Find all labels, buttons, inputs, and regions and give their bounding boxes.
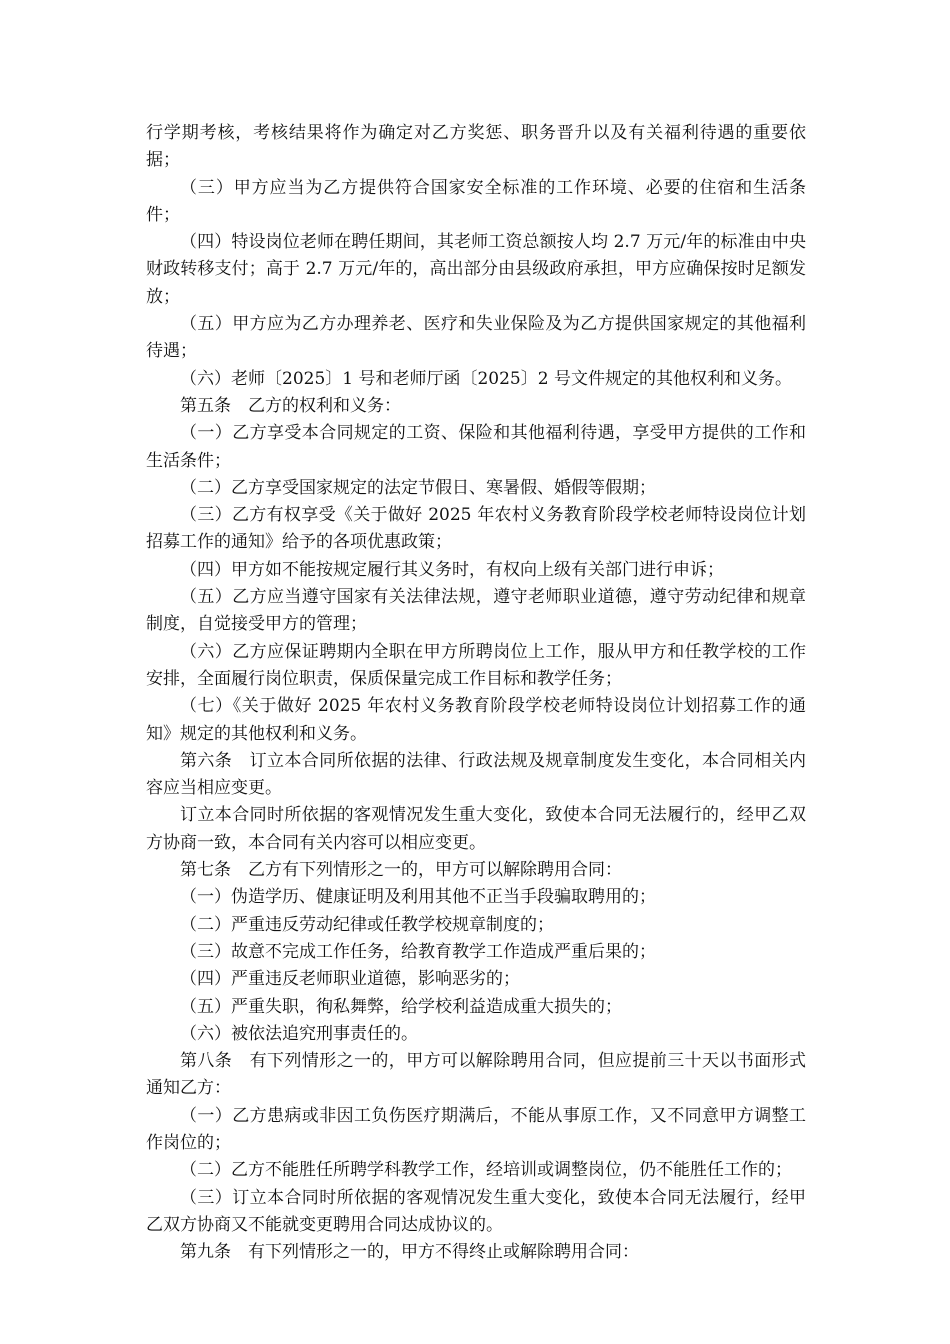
paragraph-item: （二）乙方享受国家规定的法定节假日、寒暑假、婚假等假期；	[180, 477, 656, 498]
paragraph-item: （五）甲方应为乙方办理养老、医疗和失业保险及为乙方提供国家规定的其他福利待遇；	[146, 314, 806, 362]
paragraph-item: （三）订立本合同时所依据的客观情况发生重大变化，致使本合同无法履行，经甲乙双方协商又不能就变更聘用合同达成协议的。	[146, 1187, 806, 1235]
paragraph-item: （二）乙方不能胜任所聘学科教学工作，经培训或调整岗位，仍不能胜任工作的；	[180, 1160, 792, 1181]
paragraph-item: （六）老师〔2025〕1 号和老师厅函〔2025〕2 号文件规定的其他权利和义务。	[180, 368, 792, 389]
paragraph-item: （一）伪造学历、健康证明及利用其他不正当手段骗取聘用的；	[180, 887, 656, 908]
paragraph-item: （一）乙方享受本合同规定的工资、保险和其他福利待遇，享受甲方提供的工作和生活条件；	[146, 423, 806, 471]
article-heading: 第六条 订立本合同所依据的法律、行政法规及规章制度发生变化，本合同相关内容应当相应变更。	[146, 750, 806, 799]
paragraph-item: （四）特设岗位老师在聘任期间，其老师工资总额按人均 2.7 万元/年的标准由中央财政转移支付；高于 2.7 万元/年的，高出部分由县级政府承担，甲方应确保按时足额发放；	[146, 232, 806, 307]
paragraph-continuation: 行学期考核，考核结果将作为确定对乙方奖惩、职务晋升以及有关福利待遇的重要依据；	[146, 123, 806, 171]
paragraph-item: （六）乙方应保证聘期内全职在甲方所聘岗位上工作，服从甲方和任教学校的工作安排，全面履行岗位职责，保质保量完成工作目标和教学任务；	[146, 641, 806, 689]
paragraph-item: （二）严重违反劳动纪律或任教学校规章制度的；	[180, 914, 554, 935]
paragraph-item: （一）乙方患病或非因工负伤医疗期满后，不能从事原工作，又不同意甲方调整工作岗位的；	[146, 1105, 806, 1153]
article-heading: 第八条 有下列情形之一的，甲方可以解除聘用合同，但应提前三十天以书面形式通知乙方：	[146, 1051, 806, 1099]
article-heading: 第五条 乙方的权利和义务：	[180, 395, 401, 416]
paragraph-item: （三）乙方有权享受《关于做好 2025 年农村义务教育阶段学校老师特设岗位计划招募工作的通知》给予的各项优惠政策；	[146, 505, 806, 553]
paragraph-item: （七）《关于做好 2025 年农村义务教育阶段学校老师特设岗位计划招募工作的通知》规定的其他权利和义务。	[146, 696, 806, 744]
paragraph-item: （三）故意不完成工作任务，给教育教学工作造成严重后果的；	[180, 941, 656, 962]
paragraph-item: （六）被依法追究刑事责任的。	[180, 1023, 418, 1044]
article-heading: 第九条 有下列情形之一的，甲方不得终止或解除聘用合同：	[180, 1242, 639, 1263]
article-heading: 第七条 乙方有下列情形之一的，甲方可以解除聘用合同：	[180, 860, 622, 881]
paragraph-item: 订立本合同时所依据的客观情况发生重大变化，致使本合同无法履行的，经甲乙双方协商一致，本合同有关内容可以相应变更。	[146, 805, 806, 853]
document-body	[146, 120, 806, 1266]
paragraph-item: （五）严重失职，徇私舞弊，给学校利益造成重大损失的；	[180, 996, 622, 1017]
paragraph-item: （四）甲方如不能按规定履行其义务时，有权向上级有关部门进行申诉；	[180, 559, 724, 580]
paragraph-item: （四）严重违反老师职业道德，影响恶劣的；	[180, 969, 520, 990]
paragraph-item: （三）甲方应当为乙方提供符合国家安全标准的工作环境、必要的住宿和生活条件；	[146, 177, 806, 225]
paragraph-item: （五）乙方应当遵守国家有关法律法规，遵守老师职业道德，遵守劳动纪律和规章制度，自觉接受甲方的管理；	[146, 587, 806, 635]
